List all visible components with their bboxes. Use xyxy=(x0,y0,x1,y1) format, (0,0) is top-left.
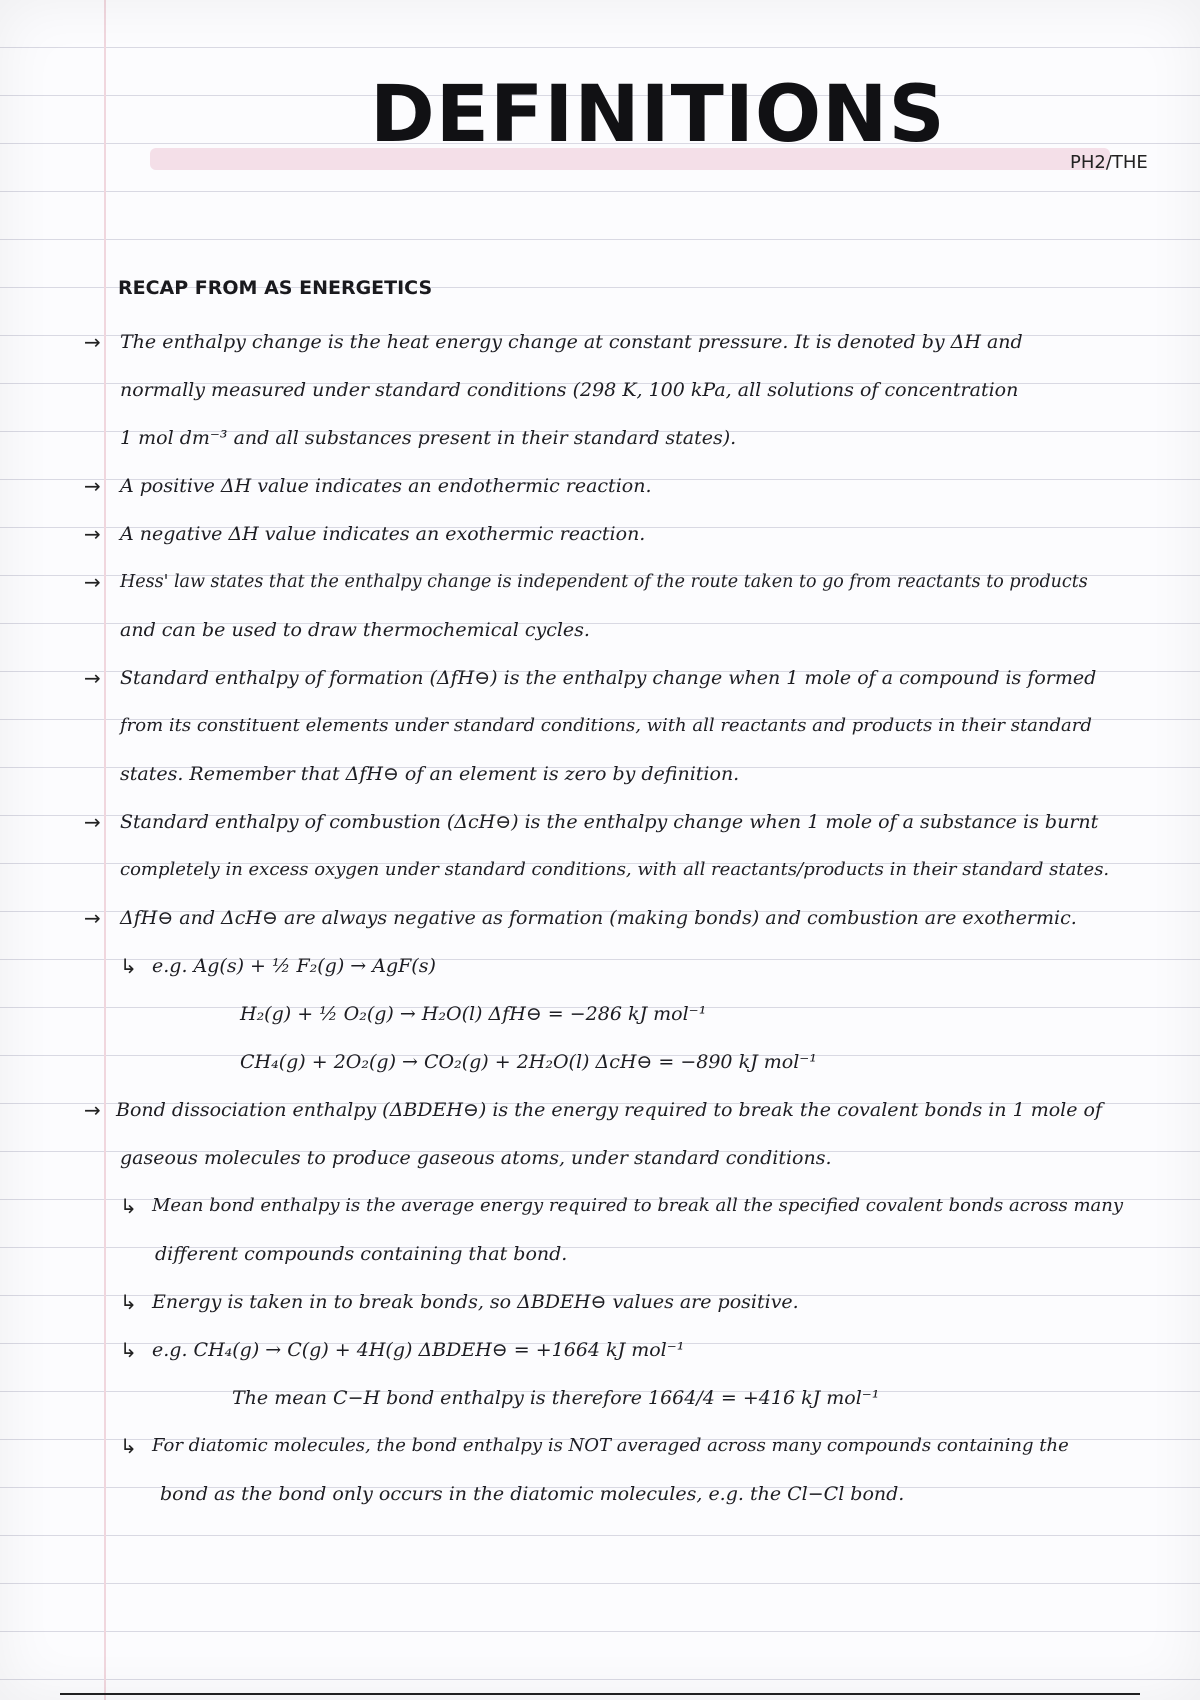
sub-arrow-icon: ↳ xyxy=(120,1338,137,1362)
sub-arrow-icon: ↳ xyxy=(120,1290,137,1314)
note-line: bond as the bond only occurs in the diatomic molecules, e.g. the Cl−Cl bond. xyxy=(160,1483,905,1505)
note-line: ΔfH⊖ and ΔcH⊖ are always negative as formation (making bonds) and combustion are exothermic. xyxy=(120,907,1077,929)
note-line: normally measured under standard conditions (298 K, 100 kPa, all solutions of concentration xyxy=(120,379,1019,401)
note-line: Bond dissociation enthalpy (ΔBDEH⊖) is the energy required to break the covalent bonds in 1 mole of xyxy=(116,1099,1102,1121)
note-line: and can be used to draw thermochemical cycles. xyxy=(120,619,590,641)
bullet-arrow-icon: → xyxy=(84,666,101,690)
page-reference: PH2/THE xyxy=(1070,152,1148,173)
section-heading: RECAP FROM AS ENERGETICS xyxy=(118,277,433,299)
equation-line: H₂(g) + ½ O₂(g) → H₂O(l) ΔfH⊖ = −286 kJ mol⁻¹ xyxy=(240,1003,707,1025)
note-line: gaseous molecules to produce gaseous atoms, under standard conditions. xyxy=(120,1147,832,1169)
note-line: The enthalpy change is the heat energy change at constant pressure. It is denoted by ΔH and xyxy=(120,331,1023,353)
equation-line: e.g. CH₄(g) → C(g) + 4H(g) ΔBDEH⊖ = +1664 kJ mol⁻¹ xyxy=(152,1339,685,1361)
note-line: Hess' law states that the enthalpy change is independent of the route taken to go from reactants to products xyxy=(120,572,1088,592)
bullet-arrow-icon: → xyxy=(84,330,101,354)
equation-line: CH₄(g) + 2O₂(g) → CO₂(g) + 2H₂O(l) ΔcH⊖ = −890 kJ mol⁻¹ xyxy=(240,1051,817,1073)
page-title: DEFINITIONS xyxy=(370,70,946,160)
note-line: Energy is taken in to break bonds, so ΔBDEH⊖ values are positive. xyxy=(152,1291,799,1313)
note-line: Standard enthalpy of combustion (ΔcH⊖) is the enthalpy change when 1 mole of a substance is burnt xyxy=(120,811,1099,833)
note-line: 1 mol dm⁻³ and all substances present in their standard states). xyxy=(120,427,737,449)
sub-arrow-icon: ↳ xyxy=(120,954,137,978)
equation-line: e.g. Ag(s) + ½ F₂(g) → AgF(s) xyxy=(152,955,436,977)
note-line: different compounds containing that bond. xyxy=(155,1243,568,1265)
note-line: Mean bond enthalpy is the average energy required to break all the specified covalent bonds across many xyxy=(152,1195,1124,1216)
sub-arrow-icon: ↳ xyxy=(120,1434,137,1458)
bullet-arrow-icon: → xyxy=(84,906,101,930)
note-line: For diatomic molecules, the bond enthalpy is NOT averaged across many compounds containing the xyxy=(152,1435,1069,1456)
note-line: states. Remember that ΔfH⊖ of an element is zero by definition. xyxy=(120,763,740,785)
bottom-rule xyxy=(60,1693,1140,1695)
sub-arrow-icon: ↳ xyxy=(120,1194,137,1218)
bullet-arrow-icon: → xyxy=(84,1098,101,1122)
note-line: completely in excess oxygen under standard conditions, with all reactants/products in their standard states. xyxy=(120,859,1110,880)
note-line: A positive ΔH value indicates an endothermic reaction. xyxy=(120,475,652,497)
note-line: Standard enthalpy of formation (ΔfH⊖) is the enthalpy change when 1 mole of a compound is formed xyxy=(120,667,1097,689)
bullet-arrow-icon: → xyxy=(84,522,101,546)
bullet-arrow-icon: → xyxy=(84,570,101,594)
bullet-arrow-icon: → xyxy=(84,474,101,498)
bullet-arrow-icon: → xyxy=(84,810,101,834)
equation-line: The mean C−H bond enthalpy is therefore 1664/4 = +416 kJ mol⁻¹ xyxy=(232,1387,880,1409)
note-line: from its constituent elements under standard conditions, with all reactants and products in their standard xyxy=(120,715,1092,736)
note-line: A negative ΔH value indicates an exothermic reaction. xyxy=(120,523,646,545)
